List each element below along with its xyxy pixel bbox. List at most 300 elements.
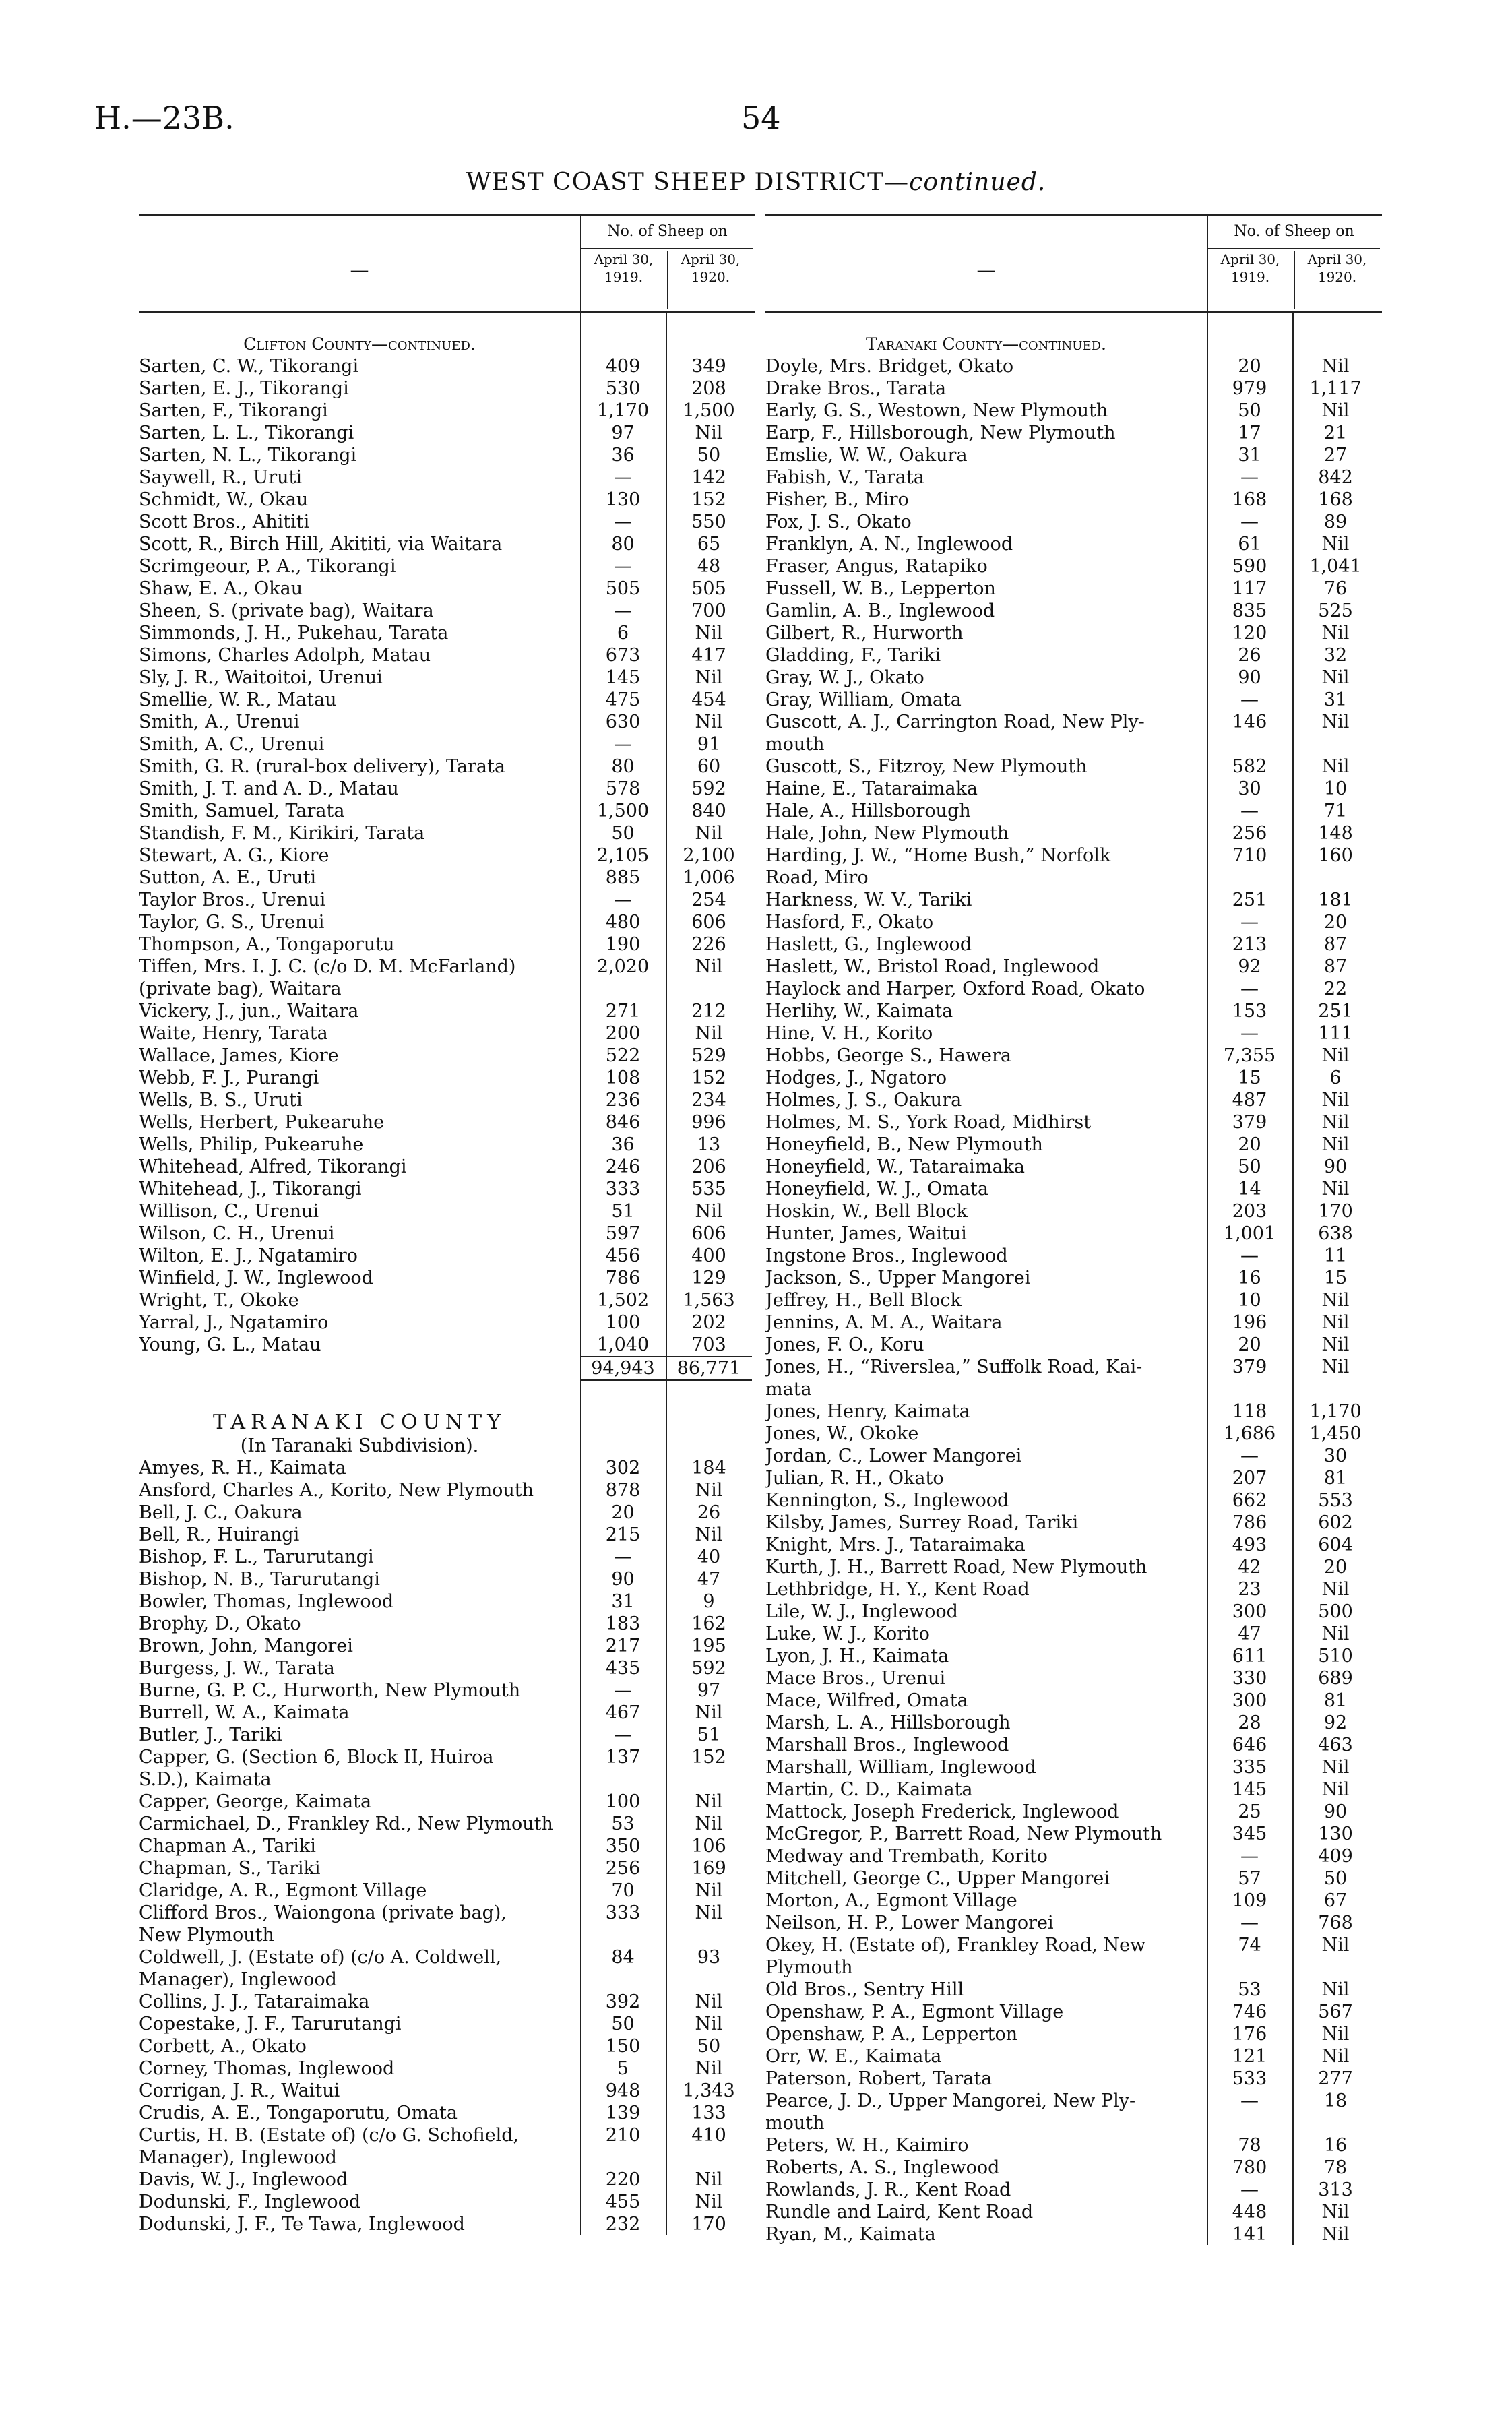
value-1919: 1,170 <box>596 400 650 421</box>
entry-name: Dodunski, F., Inglewood <box>139 2192 361 2212</box>
table-row <box>765 644 1382 666</box>
value-1920: 50 <box>697 445 721 466</box>
value-1919: 2,105 <box>596 845 650 866</box>
value-1920: Nil <box>1321 2046 1350 2067</box>
table-row <box>765 1867 1382 1890</box>
entry-name: Simmonds, J. H., Pukehau, Tarata <box>139 623 449 644</box>
value-1920: 13 <box>697 1134 721 1155</box>
value-1919 <box>1207 867 1292 889</box>
table-row <box>765 377 1382 400</box>
value-1919: 330 <box>1232 1668 1267 1689</box>
table-row <box>139 444 755 466</box>
entry-name: Pearce, J. D., Upper Mangorei, New Ply- <box>765 2090 1136 2111</box>
value-1919: 786 <box>1232 1512 1267 1533</box>
value-1920: 30 <box>1323 1446 1348 1466</box>
section-subheading: (In Taranaki Subdivision). <box>240 1435 479 1456</box>
value-1920: 152 <box>691 489 726 510</box>
value-1920: 550 <box>691 511 726 532</box>
value-1919: 213 <box>1232 934 1267 955</box>
table-row <box>139 822 755 844</box>
value-1919: 979 <box>1232 378 1267 399</box>
value-1920: 251 <box>1318 1001 1353 1022</box>
value-1919: 31 <box>611 1591 635 1612</box>
value-1920: 606 <box>691 1223 726 1244</box>
value-1919: — <box>1240 511 1259 532</box>
value-1920: 50 <box>1323 1868 1348 1889</box>
value-1920: Nil <box>1321 667 1350 688</box>
value-1919: 271 <box>605 1001 641 1022</box>
entry-name: Bell, R., Huirangi <box>139 1524 300 1545</box>
entry-name: Sarten, E. J., Tikorangi <box>139 378 349 399</box>
value-1919: 28 <box>1238 1712 1261 1733</box>
value-1919: 53 <box>1238 1979 1261 2000</box>
value-1919: — <box>614 1680 632 1701</box>
table-row <box>139 533 755 555</box>
table-row <box>765 1845 1382 1867</box>
value-1920: Nil <box>1321 400 1350 421</box>
value-1920 <box>666 2146 752 2169</box>
table-row <box>765 1890 1382 1912</box>
value-1920: 689 <box>1318 1668 1353 1689</box>
value-1919: 646 <box>1232 1735 1267 1756</box>
value-1920: Nil <box>1321 1334 1350 1355</box>
entry-name: Marshall, William, Inglewood <box>765 1757 1036 1778</box>
value-1920: 212 <box>691 1001 726 1022</box>
table-row <box>139 689 755 711</box>
value-1920: Nil <box>1321 1357 1350 1377</box>
table-row <box>765 489 1382 511</box>
entry-name: Smith, A. C., Urenui <box>139 734 325 755</box>
value-1920: 47 <box>697 1569 721 1590</box>
table-row <box>765 800 1382 822</box>
value-1919: 146 <box>1232 712 1267 733</box>
table-row <box>139 1702 755 1724</box>
value-1920: 1,170 <box>1309 1401 1362 1422</box>
value-1919: 36 <box>611 1134 635 1155</box>
value-1920: 567 <box>1318 2002 1353 2022</box>
table-row <box>139 956 755 978</box>
value-1919: 50 <box>1238 400 1261 421</box>
entry-name: Simons, Charles Adolph, Matau <box>139 645 431 666</box>
value-1920: 525 <box>1318 600 1353 621</box>
entry-name: Mitchell, George C., Upper Mangorei <box>765 1868 1110 1889</box>
table-row <box>139 1289 755 1311</box>
value-1919: 36 <box>611 445 635 466</box>
table-row <box>765 1200 1382 1222</box>
entry-name: Crudis, A. E., Tongaporutu, Omata <box>139 2103 458 2123</box>
entry-name: Plymouth <box>765 1957 853 1978</box>
value-1919: 47 <box>1238 1623 1261 1644</box>
value-1919: 20 <box>1238 1134 1261 1155</box>
entry-name: Sly, J. R., Waitoitoi, Urenui <box>139 667 383 688</box>
table-row <box>139 1178 755 1200</box>
entry-name: Yarral, J., Ngatamiro <box>139 1312 329 1333</box>
table-row <box>139 755 755 778</box>
value-1919: 53 <box>611 1813 635 1834</box>
entry-name: Gilbert, R., Hurworth <box>765 623 964 644</box>
value-1920: 152 <box>691 1747 726 1768</box>
table-row <box>765 1801 1382 1823</box>
value-1920: 592 <box>691 1658 726 1679</box>
value-1919: 30 <box>1238 778 1261 799</box>
value-1919: 487 <box>1232 1090 1267 1111</box>
value-1920: 606 <box>691 912 726 933</box>
value-1919: 117 <box>1232 578 1267 599</box>
table-row <box>139 800 755 822</box>
entry-name: Young, G. L., Matau <box>139 1334 321 1355</box>
value-1920: 10 <box>1323 778 1348 799</box>
entry-name: Corrigan, J. R., Waitui <box>139 2080 340 2101</box>
value-1919: 25 <box>1238 1801 1261 1822</box>
entry-name: Kilsby, James, Surrey Road, Tariki <box>765 1512 1079 1533</box>
header-year-1919: April 30, 1919. <box>1220 251 1280 285</box>
value-1920: Nil <box>695 2014 723 2035</box>
value-1919: 168 <box>1232 489 1267 510</box>
value-1920: 170 <box>1318 1201 1353 1222</box>
table-row <box>139 1880 755 1902</box>
table-row <box>139 355 755 377</box>
entry-name: Thompson, A., Tongaporutu <box>139 934 395 955</box>
table-row <box>139 2013 755 2035</box>
entry-name: Shaw, E. A., Okau <box>139 578 303 599</box>
entry-name: Sarten, L. L., Tikorangi <box>139 423 354 443</box>
value-1920: 162 <box>691 1613 726 1634</box>
entry-name: Burgess, J. W., Tarata <box>139 1658 335 1679</box>
table-row <box>765 578 1382 600</box>
table-row <box>139 933 755 956</box>
table-row <box>765 1356 1382 1378</box>
value-1919: 90 <box>611 1569 635 1590</box>
table-row <box>765 711 1382 733</box>
table-row <box>765 2001 1382 2023</box>
value-1920: Nil <box>1321 1312 1350 1333</box>
table-row <box>765 1823 1382 1845</box>
value-1920: 168 <box>1318 489 1353 510</box>
entry-name: Winfield, J. W., Inglewood <box>139 1268 373 1289</box>
table-row <box>139 1924 755 1946</box>
entry-name: Wilson, C. H., Urenui <box>139 1223 335 1244</box>
entry-name: Whitehead, J., Tikorangi <box>139 1179 362 1200</box>
value-1919: 196 <box>1232 1312 1267 1333</box>
value-1920 <box>1292 2112 1379 2134</box>
table-row <box>765 1156 1382 1178</box>
value-1920: 202 <box>691 1312 726 1333</box>
value-1920: Nil <box>695 1023 723 1044</box>
value-1920 <box>1292 1378 1379 1400</box>
value-1920: Nil <box>1321 1935 1350 1956</box>
value-1919: 14 <box>1238 1179 1261 1200</box>
value-1920: Nil <box>1321 2224 1350 2245</box>
value-1919: — <box>1240 912 1259 933</box>
entry-name: Road, Miro <box>765 867 869 888</box>
value-1919 <box>580 2146 666 2169</box>
table-row <box>139 844 755 867</box>
value-1919: — <box>1240 1846 1259 1867</box>
entry-name: Lethbridge, H. Y., Kent Road <box>765 1579 1030 1600</box>
entry-name: Amyes, R. H., Kaimata <box>139 1458 346 1479</box>
value-1920: 1,563 <box>683 1290 735 1311</box>
table-row <box>765 1778 1382 1801</box>
entry-name: Honeyfield, B., New Plymouth <box>765 1134 1043 1155</box>
value-1919: 31 <box>1238 445 1261 466</box>
value-1920: 27 <box>1323 445 1348 466</box>
table-row <box>139 1746 755 1768</box>
entry-name: Burne, G. P. C., Hurworth, New Plymouth <box>139 1680 521 1701</box>
value-1920: 60 <box>697 756 721 777</box>
page-title <box>0 168 1512 196</box>
table-row <box>139 1613 755 1635</box>
entry-name: Sutton, A. E., Uruti <box>139 867 317 888</box>
entry-name: Mace, Wilfred, Omata <box>765 1690 968 1711</box>
entry-name: Vickery, J., jun., Waitara <box>139 1001 359 1022</box>
value-1919: 84 <box>611 1947 635 1968</box>
value-1920: 703 <box>691 1334 726 1355</box>
entry-name: Drake Bros., Tarata <box>765 378 947 399</box>
entry-name: Morton, A., Egmont Village <box>765 1890 1017 1911</box>
entry-name: Medway and Trembath, Korito <box>765 1846 1048 1867</box>
value-1920: Nil <box>1321 1179 1350 1200</box>
entry-name: Mattock, Joseph Frederick, Inglewood <box>765 1801 1119 1822</box>
entry-name: Standish, F. M., Kirikiri, Tarata <box>139 823 425 844</box>
value-1920: 206 <box>691 1156 726 1177</box>
value-1919: 493 <box>1232 1534 1267 1555</box>
value-1919: 6 <box>617 623 629 644</box>
table-row <box>139 911 755 933</box>
table-row <box>765 1134 1382 1156</box>
entry-name: Old Bros., Sentry Hill <box>765 1979 964 2000</box>
value-1920: 1,343 <box>683 2080 735 2101</box>
value-1919: 217 <box>605 1636 641 1656</box>
table-row <box>765 1912 1382 1934</box>
entry-name: McGregor, P., Barrett Road, New Plymouth <box>765 1824 1162 1844</box>
entry-name: Gamlin, A. B., Inglewood <box>765 600 995 621</box>
value-1920: Nil <box>695 1480 723 1501</box>
entry-name: Bishop, F. L., Tarurutangi <box>139 1547 374 1568</box>
value-1920: 602 <box>1318 1512 1353 1533</box>
value-1920: 592 <box>691 778 726 799</box>
value-1919: 137 <box>605 1747 641 1768</box>
entry-name: Taylor, G. S., Urenui <box>139 912 325 933</box>
table-row <box>139 1791 755 1813</box>
value-1919: — <box>614 556 632 577</box>
value-1920: 535 <box>691 1179 726 1200</box>
table-row <box>765 956 1382 978</box>
value-1920: 700 <box>691 600 726 621</box>
table-row <box>765 978 1382 1000</box>
entry-name: Butler, J., Tariki <box>139 1725 282 1745</box>
value-1919: 153 <box>1232 1001 1267 1022</box>
entry-name: Holmes, J. S., Oakura <box>765 1090 962 1111</box>
header-year-1920: April 30, 1920. <box>1294 251 1379 309</box>
entry-name: Openshaw, P. A., Egmont Village <box>765 2002 1064 2022</box>
table-row <box>139 1657 755 1679</box>
value-1920: 410 <box>691 2125 726 2146</box>
entry-name: Marsh, L. A., Hillsborough <box>765 1712 1011 1733</box>
value-1920: 500 <box>1318 1601 1353 1622</box>
value-1920: 1,041 <box>1309 556 1362 577</box>
table-row <box>765 1979 1382 2001</box>
value-1920: 505 <box>691 578 726 599</box>
table-row <box>765 1400 1382 1423</box>
value-1920: Nil <box>1321 712 1350 733</box>
table-row <box>139 1501 755 1524</box>
entry-name: Tiffen, Mrs. I. J. C. (c/o D. M. McFarland) <box>139 956 516 977</box>
value-1919: 780 <box>1232 2157 1267 2178</box>
table-row <box>139 2057 755 2080</box>
entry-name: Knight, Mrs. J., Tataraimaka <box>765 1534 1026 1555</box>
entry-name: mouth <box>765 734 825 755</box>
value-1919: 333 <box>605 1179 641 1200</box>
value-1919: 20 <box>1238 356 1261 377</box>
entry-name: Haslett, W., Bristol Road, Inglewood <box>765 956 1100 977</box>
entry-name: Wells, Philip, Pukearuhe <box>139 1134 364 1155</box>
value-1920: Nil <box>695 1991 723 2012</box>
table-row <box>765 1667 1382 1689</box>
value-1919: 948 <box>605 2080 641 2101</box>
value-1919: 2,020 <box>596 956 650 977</box>
value-1919: 51 <box>611 1201 635 1222</box>
table-row <box>765 1578 1382 1601</box>
table-row <box>765 1045 1382 1067</box>
table-row <box>765 1601 1382 1623</box>
value-1919: 409 <box>605 356 641 377</box>
table-row <box>765 511 1382 533</box>
value-1919: 1,040 <box>596 1334 650 1355</box>
entry-name: Hine, V. H., Korito <box>765 1023 933 1044</box>
value-1919: 70 <box>611 1880 635 1901</box>
value-1920: 90 <box>1323 1801 1348 1822</box>
header-dash: — <box>350 259 369 281</box>
table-row <box>765 1489 1382 1512</box>
table-row <box>765 622 1382 644</box>
table-row <box>139 1200 755 1222</box>
value-1920: 78 <box>1323 2157 1348 2178</box>
value-1920: Nil <box>695 667 723 688</box>
value-1919: 118 <box>1232 1401 1267 1422</box>
value-1920 <box>1292 867 1379 889</box>
table-row <box>765 1267 1382 1289</box>
value-1919: 885 <box>605 867 641 888</box>
value-1919: — <box>614 600 632 621</box>
table-row <box>765 1111 1382 1134</box>
value-1919: — <box>1240 979 1259 999</box>
value-1920: 553 <box>1318 1490 1353 1511</box>
value-1920: Nil <box>695 1902 723 1923</box>
value-1919 <box>1207 2112 1292 2134</box>
value-1919: 92 <box>1238 956 1261 977</box>
value-1919: — <box>1240 467 1259 488</box>
value-1919: 480 <box>605 912 641 933</box>
value-1919: 710 <box>1232 845 1267 866</box>
value-1920: 604 <box>1318 1534 1353 1555</box>
entry-name: Rundle and Laird, Kent Road <box>765 2202 1034 2223</box>
value-1919: 456 <box>605 1245 641 1266</box>
table-row <box>765 2068 1382 2090</box>
entry-name: Luke, W. J., Korito <box>765 1623 930 1644</box>
value-1920: 87 <box>1323 934 1348 955</box>
table-row <box>139 2169 755 2191</box>
entry-name: Jones, W., Okoke <box>765 1423 919 1444</box>
value-1920: Nil <box>695 1813 723 1834</box>
entry-name: Kennington, S., Inglewood <box>765 1490 1009 1511</box>
value-1919: 90 <box>1238 667 1261 688</box>
entry-name: Scott, R., Birch Hill, Akititi, via Waitara <box>139 534 503 555</box>
value-1920: Nil <box>695 623 723 644</box>
table-row <box>765 822 1382 844</box>
table-row <box>765 933 1382 956</box>
value-1919: 246 <box>605 1156 641 1177</box>
value-1920: 20 <box>1323 912 1348 933</box>
entry-name: Bishop, N. B., Tarurutangi <box>139 1569 380 1590</box>
value-1920: 9 <box>703 1591 715 1612</box>
value-1919: 145 <box>1232 1779 1267 1800</box>
left-table-body <box>139 313 755 2235</box>
value-1919: — <box>614 734 632 755</box>
table-row <box>765 1467 1382 1489</box>
entry-name: Curtis, H. B. (Estate of) (c/o G. Schofield, <box>139 2125 519 2146</box>
value-1920 <box>1292 733 1379 755</box>
value-1920: Nil <box>695 423 723 443</box>
value-1920: 97 <box>697 1680 721 1701</box>
value-1920: 15 <box>1323 1268 1348 1289</box>
value-1919: 16 <box>1238 1268 1261 1289</box>
value-1919: 220 <box>605 2169 641 2190</box>
value-1919: 630 <box>605 712 641 733</box>
value-1919: 578 <box>605 778 641 799</box>
value-1920: Nil <box>1321 756 1350 777</box>
entry-name: Martin, C. D., Kaimata <box>765 1779 973 1800</box>
entry-name: Smellie, W. R., Matau <box>139 689 337 710</box>
value-1919: — <box>614 511 632 532</box>
entry-name: Wallace, James, Kiore <box>139 1045 339 1066</box>
value-1920: Nil <box>695 712 723 733</box>
entry-name: Jackson, S., Upper Mangorei <box>765 1268 1031 1289</box>
value-1920: Nil <box>1321 2202 1350 2223</box>
entry-name: Clifford Bros., Waiongona (private bag), <box>139 1902 507 1923</box>
entry-name: Herlihy, W., Kaimata <box>765 1001 953 1022</box>
header-caption: No. of Sheep on <box>1208 216 1380 249</box>
entry-name: New Plymouth <box>139 1925 274 1946</box>
entry-name: Mace Bros., Urenui <box>765 1668 946 1689</box>
value-1920: 417 <box>691 645 726 666</box>
value-1920: 40 <box>697 1547 721 1568</box>
value-1919: 121 <box>1232 2046 1267 2067</box>
value-1919: 335 <box>1232 1757 1267 1778</box>
entry-name: Sarten, N. L., Tikorangi <box>139 445 357 466</box>
value-1920: 184 <box>691 1458 726 1479</box>
value-1920 <box>666 1768 752 1791</box>
entry-name: Coldwell, J. (Estate of) (c/o A. Coldwell, <box>139 1947 502 1968</box>
value-1920 <box>1292 1956 1379 1979</box>
value-1920: 409 <box>1318 1846 1353 1867</box>
page-number: 54 <box>741 100 781 136</box>
value-1920: Nil <box>1321 534 1350 555</box>
value-1919: 10 <box>1238 1290 1261 1311</box>
entry-name: Davis, W. J., Inglewood <box>139 2169 348 2190</box>
entry-name: Orr, W. E., Kaimata <box>765 2046 942 2067</box>
entry-name: Hodges, J., Ngatoro <box>765 1067 947 1088</box>
header-year-1919: April 30, 1919. <box>594 251 654 285</box>
value-1920: Nil <box>1321 356 1350 377</box>
entry-name: Brown, John, Mangorei <box>139 1636 353 1656</box>
value-1920: 254 <box>691 890 726 910</box>
value-1919: 215 <box>605 1524 641 1545</box>
value-1920: 32 <box>1323 645 1348 666</box>
value-1919: — <box>614 890 632 910</box>
value-1920: 208 <box>691 378 726 399</box>
entry-name: Brophy, D., Okato <box>139 1613 301 1634</box>
entry-name: Haslett, G., Inglewood <box>765 934 972 955</box>
